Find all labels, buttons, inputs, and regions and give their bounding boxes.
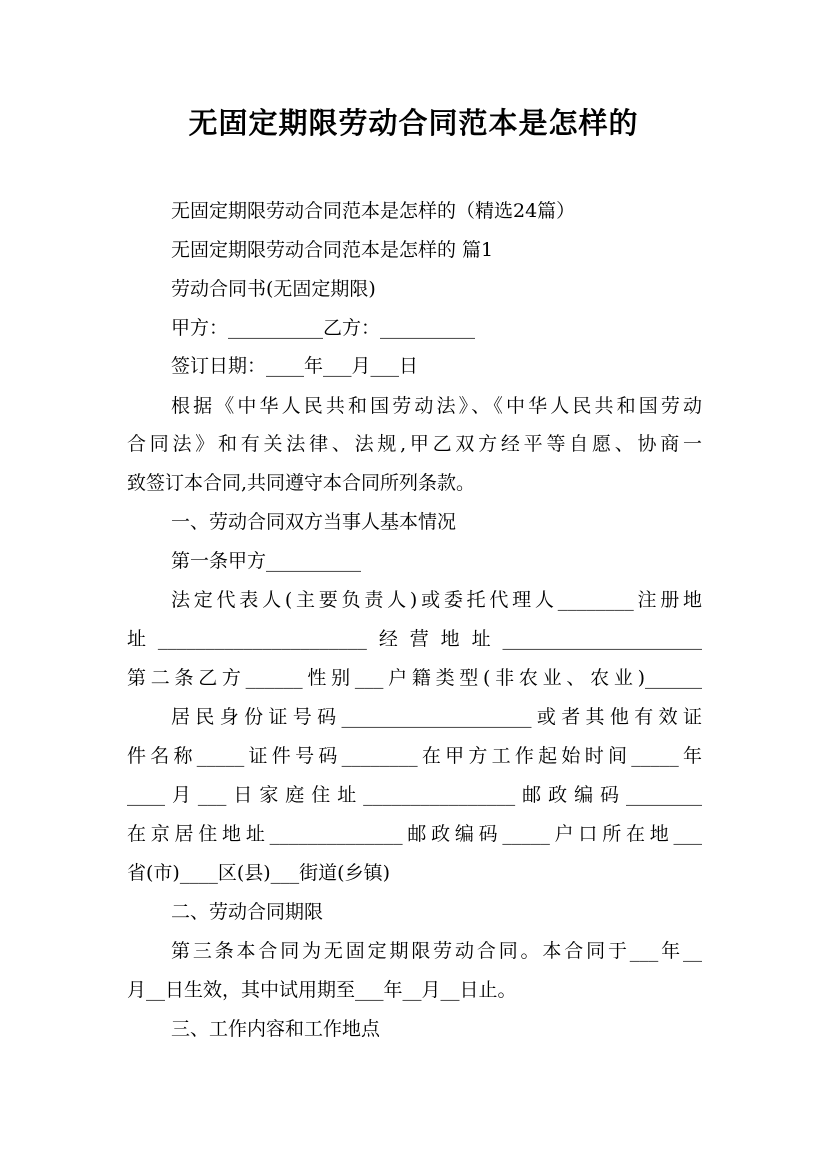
- text-line: 第三条本合同为无固定期限劳动合同。本合同于___年__: [171, 940, 702, 962]
- section-heading: 一、劳动合同双方当事人基本情况: [171, 511, 457, 533]
- text-line: 致签订本合同,共同遵守本合同所列条款。: [127, 472, 476, 494]
- text-line: 在京居住地址______________邮政编码_____户口所在地___: [127, 823, 702, 845]
- text-line: ____月___日家庭住址________________邮政编码________: [127, 784, 702, 806]
- text-line: 劳动合同书(无固定期限): [171, 278, 376, 300]
- section-heading: 三、工作内容和工作地点: [171, 1018, 381, 1040]
- text-line: 第一条甲方__________: [171, 550, 362, 572]
- text-line: 签订日期：____年___月___日: [171, 355, 419, 377]
- text-line: 合同法》和有关法律、法规,甲乙双方经平等自愿、协商一: [127, 433, 702, 455]
- text-line: 第二条乙方______性别___户籍类型(非农业、农业)______: [127, 667, 702, 689]
- text-line: 甲方：__________乙方：__________: [171, 317, 476, 339]
- text-line: 法定代表人(主要负责人)或委托代理人________注册地: [171, 589, 702, 611]
- text-line: 址______________________经营地址_____________________: [127, 628, 702, 650]
- text-line: 月__日生效，其中试用期至___年__月__日止。: [127, 979, 517, 1001]
- text-line: 根据《中华人民共和国劳动法》、《中华人民共和国劳动: [171, 395, 702, 417]
- text-line: 省(市)____区(县)___街道(乡镇): [127, 862, 390, 884]
- text-line: 无固定期限劳动合同范本是怎样的 篇1: [171, 239, 494, 261]
- text-line: 居民身份证号码____________________或者其他有效证: [171, 706, 702, 728]
- section-heading: 二、劳动合同期限: [171, 901, 324, 923]
- text-line: 无固定期限劳动合同范本是怎样的（精选24篇）: [171, 200, 576, 222]
- document-title: 无固定期限劳动合同范本是怎样的: [188, 106, 639, 140]
- text-line: 件名称_____证件号码________在甲方工作起始时间_____年: [127, 745, 702, 767]
